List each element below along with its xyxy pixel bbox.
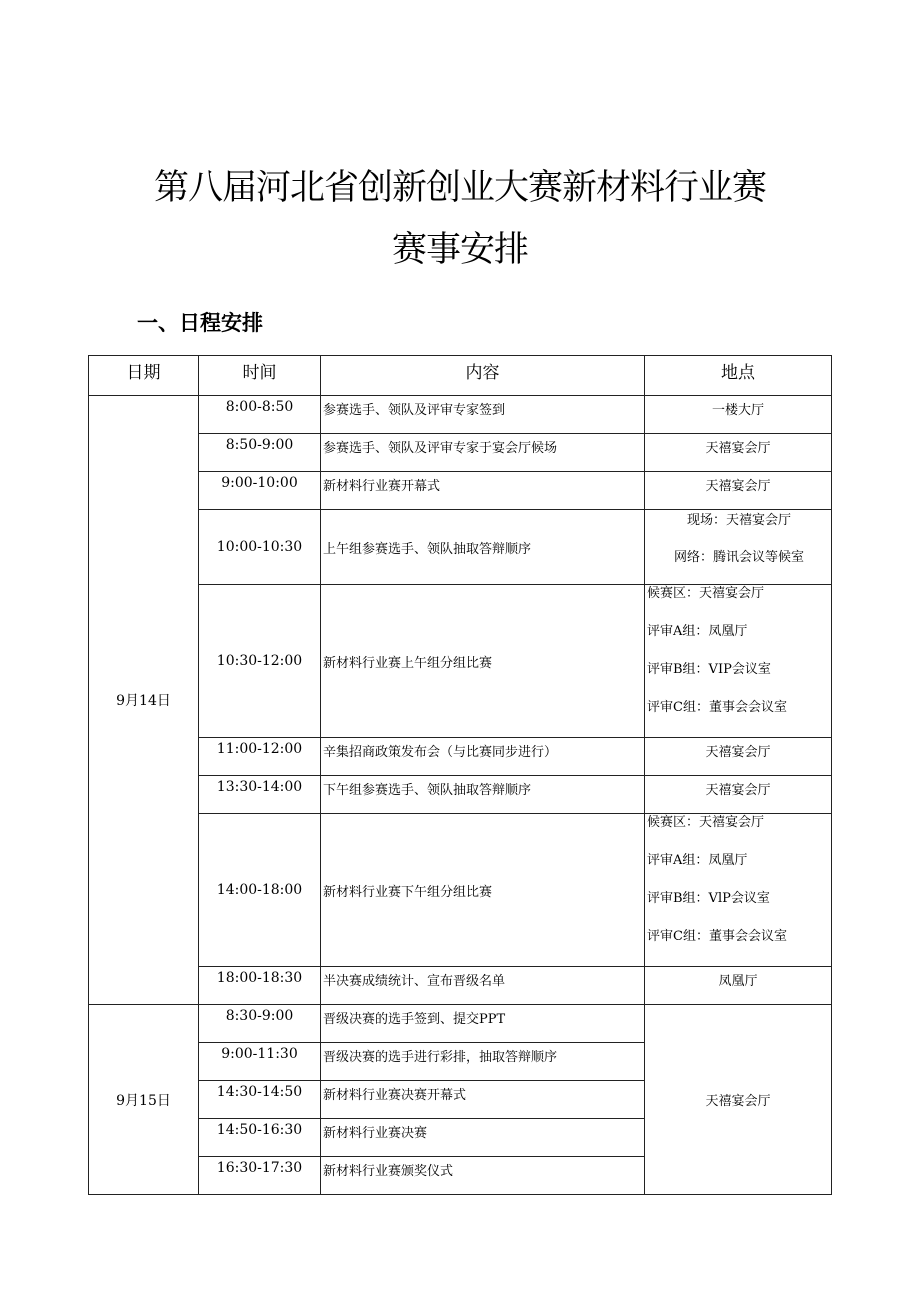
document-title-line-2: 赛事安排 xyxy=(391,230,528,270)
table-row xyxy=(89,510,832,585)
time-cell: 8:30-9:00 xyxy=(199,1005,321,1043)
time-cell: 14:30-14:50 xyxy=(199,1081,321,1119)
place-line: 评审A组：凤凰厅 xyxy=(647,624,748,639)
place-cell xyxy=(645,510,832,585)
content-cell: 晋级决赛的选手签到、提交PPT xyxy=(321,1005,645,1043)
place-line: 评审A组：凤凰厅 xyxy=(647,853,748,868)
header-time: 时间 xyxy=(199,356,321,396)
content-cell: 下午组参赛选手、领队抽取答辩顺序 xyxy=(321,776,645,814)
table-row xyxy=(89,776,832,814)
place-cell: 一楼大厅 xyxy=(645,396,832,434)
time-cell: 10:00-10:30 xyxy=(199,510,321,585)
header-content: 内容 xyxy=(321,356,645,396)
content-cell: 参赛选手、领队及评审专家签到 xyxy=(321,396,645,434)
content-cell: 新材料行业赛决赛开幕式 xyxy=(321,1081,645,1119)
place-cell: 天禧宴会厅 xyxy=(645,776,832,814)
header-date: 日期 xyxy=(89,356,199,396)
place-cell xyxy=(645,585,832,738)
place-cell: 天禧宴会厅 xyxy=(645,434,832,472)
date-cell-day1: 9月14日 xyxy=(89,396,199,1005)
time-cell: 13:30-14:00 xyxy=(199,776,321,814)
table-row xyxy=(89,396,832,434)
content-cell: 新材料行业赛上午组分组比赛 xyxy=(321,585,645,738)
place-line: 现场：天禧宴会厅 xyxy=(686,513,791,528)
content-cell: 新材料行业赛开幕式 xyxy=(321,472,645,510)
time-cell: 11:00-12:00 xyxy=(199,738,321,776)
content-cell: 新材料行业赛决赛 xyxy=(321,1119,645,1157)
time-cell: 9:00-10:00 xyxy=(199,472,321,510)
date-cell-day2: 9月15日 xyxy=(89,1005,199,1195)
table-row xyxy=(89,1005,832,1043)
content-cell: 新材料行业赛颁奖仪式 xyxy=(321,1157,645,1195)
table-row xyxy=(89,585,832,738)
time-cell: 14:50-16:30 xyxy=(199,1119,321,1157)
time-cell: 14:00-18:00 xyxy=(199,814,321,967)
place-line: 评审B组：VlP会议室 xyxy=(647,891,770,906)
place-cell xyxy=(645,814,832,967)
time-cell: 18:00-18:30 xyxy=(199,967,321,1005)
place-cell: 天禧宴会厅 xyxy=(645,472,832,510)
place-line: 候赛区：天禧宴会厅 xyxy=(647,815,765,830)
content-cell: 新材料行业赛下午组分组比赛 xyxy=(321,814,645,967)
time-cell: 16:30-17:30 xyxy=(199,1157,321,1195)
time-cell: 9:00-11:30 xyxy=(199,1043,321,1081)
time-cell: 8:50-9:00 xyxy=(199,434,321,472)
document-title-line-1: 第八届河北省创新创业大赛新材料行业赛 xyxy=(153,168,766,208)
table-header-row xyxy=(89,356,832,396)
content-cell: 参赛选手、领队及评审专家于宴会厅候场 xyxy=(321,434,645,472)
place-line: 评审C组：董事会会议室 xyxy=(647,700,787,715)
place-cell-day2: 天禧宴会厅 xyxy=(645,1005,832,1195)
table-row xyxy=(89,814,832,967)
place-line: 评审B组：VIP会议室 xyxy=(647,662,771,677)
schedule-table xyxy=(88,355,832,1195)
table-row xyxy=(89,967,832,1005)
time-cell: 8:00-8:50 xyxy=(199,396,321,434)
time-cell: 10:30-12:00 xyxy=(199,585,321,738)
table-row xyxy=(89,434,832,472)
place-cell: 天禧宴会厅 xyxy=(645,738,832,776)
content-cell: 辛集招商政策发布会（与比赛同步进行） xyxy=(321,738,645,776)
table-row xyxy=(89,472,832,510)
table-row xyxy=(89,738,832,776)
section-heading-schedule: 一、日程安排 xyxy=(137,311,263,335)
content-cell: 半决赛成绩统计、宣布晋级名单 xyxy=(321,967,645,1005)
place-line: 评审C组：董事会会议室 xyxy=(647,929,787,944)
content-cell: 晋级决赛的选手进行彩排，抽取答辩顺序 xyxy=(321,1043,645,1081)
place-line: 候赛区：天禧宴会厅 xyxy=(647,586,765,601)
place-line: 网络：腾讯会议等候室 xyxy=(673,550,804,565)
place-cell: 凤凰厅 xyxy=(645,967,832,1005)
header-place: 地点 xyxy=(645,356,832,396)
content-cell: 上午组参赛选手、领队抽取答辩顺序 xyxy=(321,510,645,585)
